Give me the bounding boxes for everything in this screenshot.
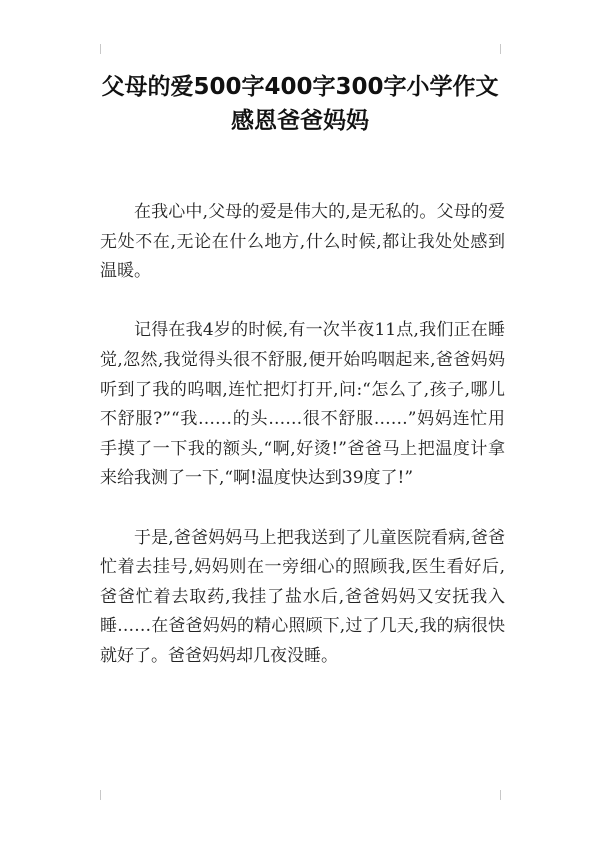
crop-mark-bottom-left [100, 790, 101, 800]
crop-mark-bottom-right [500, 790, 501, 800]
crop-mark-top-left [100, 44, 101, 54]
crop-mark-top-right [500, 44, 501, 54]
paragraph: 记得在我4岁的时候,有一次半夜11点,我们正在睡觉,忽然,我觉得头很不舒服,便开始呜咽起来,爸爸妈妈听到了我的呜咽,连忙把灯打开,问:“怎么了,孩子,哪儿不舒服?”“我……的头……很不舒服……”妈妈连忙用手摸了一下我的额头,“啊,好烫!”爸爸马上把温度计拿来给我测了一下,“啊!温度快达到39度了!” [100, 320, 505, 489]
document-title: 父母的爱500字400字300字小学作文感恩爸爸妈妈 [101, 74, 499, 134]
paragraph: 在我心中,父母的爱是伟大的,是无私的。父母的爱无处不在,无论在什么地方,什么时候,都让我处处感到温暖。 [100, 202, 505, 282]
document-body [100, 198, 505, 701]
paragraph: 于是,爸爸妈妈马上把我送到了儿童医院看病,爸爸忙着去挂号,妈妈则在一旁细心的照顾我,医生看好后,爸爸忙着去取药,我挂了盐水后,爸爸妈妈又安抚我入睡……在爸爸妈妈的精心照顾下,过了几天,我的病很快就好了。爸爸妈妈却几夜没睡。 [100, 527, 505, 666]
